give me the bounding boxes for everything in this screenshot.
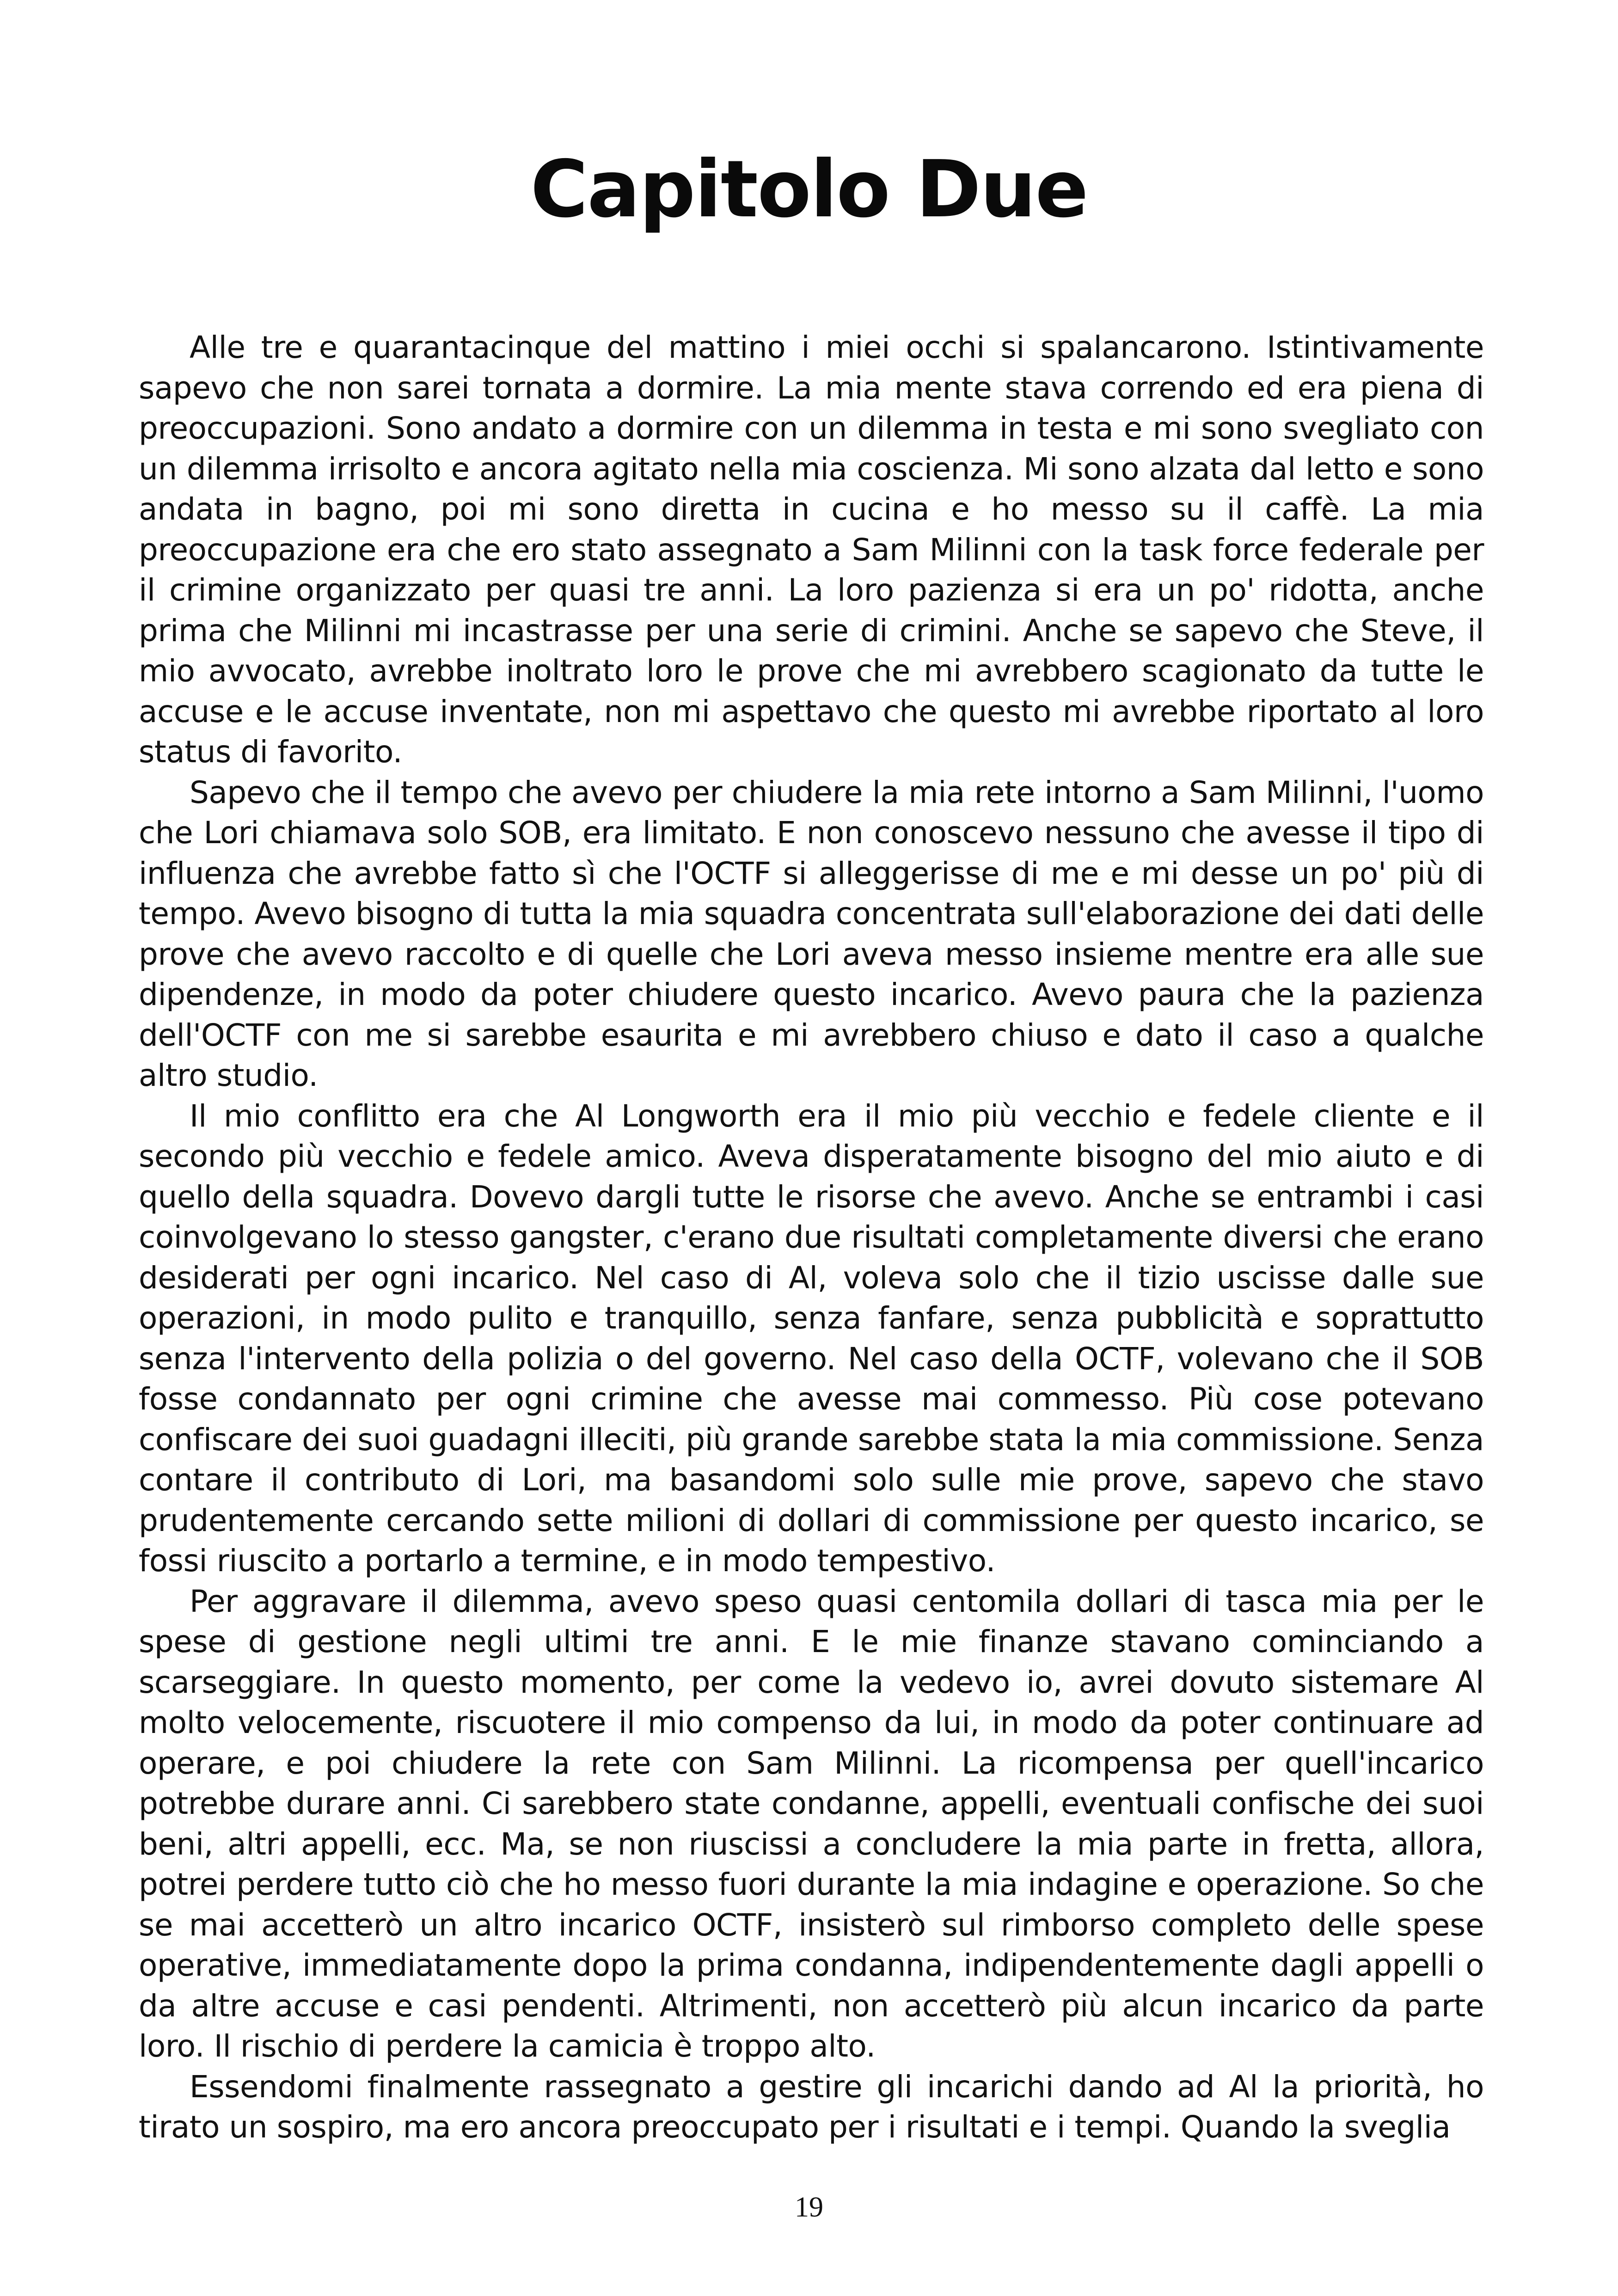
chapter-title: Capitolo Due: [530, 144, 1088, 235]
paragraph: Per aggravare il dilemma, avevo speso quasi centomila dollari di tasca mia per le spese di gestione negli ultimi tre anni. E le mie finanze stavano cominciando a scarseggiare. In questo momento, per come la vedevo io, avrei dovuto sistemare Al molto velocemente, riscuotere il mio compenso da lui, in modo da poter continuare ad operare, e poi chiudere la rete con Sam Milinni. La ricompensa per quell'incarico potrebbe durare anni. Ci sarebbero state condanne, appelli, eventuali confische dei suoi beni, altri appelli, ecc. Ma, se non riuscissi a concludere la mia parte in fretta, allora, potrei perdere tutto ciò che ho messo fuori durante la mia indagine e operazione. So che se mai accetterò un altro incarico OCTF, insisterò sul rimborso completo delle spese operative, immediatamente dopo la prima condanna, indipendentemente dagli appelli o da altre accuse e casi pendenti. Altrimenti, non accetterò più alcun incarico da parte loro. Il rischio di perdere la camicia è troppo alto.: [139, 1583, 1484, 2064]
paragraph: Il mio conflitto era che Al Longworth era il mio più vecchio e fedele cliente e il secondo più vecchio e fedele amico. Aveva disperatamente bisogno del mio aiuto e di quello della squadra. Dovevo dargli tutte le risorse che avevo. Anche se entrambi i casi coinvolgevano lo stesso gangster, c'erano due risultati completamente diversi che erano desiderati per ogni incarico. Nel caso di Al, voleva solo che il tizio uscisse dalle sue operazioni, in modo pulito e tranquillo, senza fanfare, senza pubblicità e soprattutto senza l'intervento della polizia o del governo. Nel caso della OCTF, volevano che il SOB fosse condannato per ogni crimine che avesse mai commesso. Più cose potevano confiscare dei suoi guadagni illeciti, più grande sarebbe stata la mia commissione. Senza contare il contributo di Lori, ma basandomi solo sulle mie prove, sapevo che stavo prudentemente cercando sette milioni di dollari di commissione per questo incarico, se fossi riuscito a portarlo a termine, e in modo tempestivo.: [139, 1098, 1484, 1579]
paragraph: Sapevo che il tempo che avevo per chiudere la mia rete intorno a Sam Milinni, l'uomo che Lori chiamava solo SOB, era limitato. E non conoscevo nessuno che avesse il tipo di influenza che avrebbe fatto sì che l'OCTF si alleggerisse di me e mi desse un po' più di tempo. Avevo bisogno di tutta la mia squadra concentrata sull'elaborazione dei dati delle prove che avevo raccolto e di quelle che Lori aveva messo insieme mentre era alle sue dipendenze, in modo da poter chiudere questo incarico. Avevo paura che la pazienza dell'OCTF con me si sarebbe esaurita e mi avrebbero chiuso e dato il caso a qualche altro studio.: [139, 774, 1484, 1093]
paragraph: Alle tre e quarantacinque del mattino i miei occhi si spalancarono. Istintivamente sapevo che non sarei tornata a dormire. La mia mente stava correndo ed era piena di preoccupazioni. Sono andato a dormire con un dilemma in testa e mi sono svegliato con un dilemma irrisolto e ancora agitato nella mia coscienza. Mi sono alzata dal letto e sono andata in bagno, poi mi sono diretta in cucina e ho messo su il caffè. La mia preoccupazione era che ero stato assegnato a Sam Milinni con la task force federale per il crimine organizzato per quasi tre anni. La loro pazienza si era un po' ridotta, anche prima che Milinni mi incastrasse per una serie di crimini. Anche se sapevo che Steve, il mio avvocato, avrebbe inoltrato loro le prove che mi avrebbero scagionato da tutte le accuse e le accuse inventate, non mi aspettavo che questo mi avrebbe riportato al loro status di favorito.: [139, 330, 1484, 770]
chapter-body: [139, 327, 1484, 2148]
paragraph: Essendomi finalmente rassegnato a gestire gli incarichi dando ad Al la priorità, ho tirato un sospiro, ma ero ancora preoccupato per i risultati e i tempi. Quando la sveglia: [139, 2069, 1484, 2145]
page-number: 19: [795, 2192, 823, 2223]
